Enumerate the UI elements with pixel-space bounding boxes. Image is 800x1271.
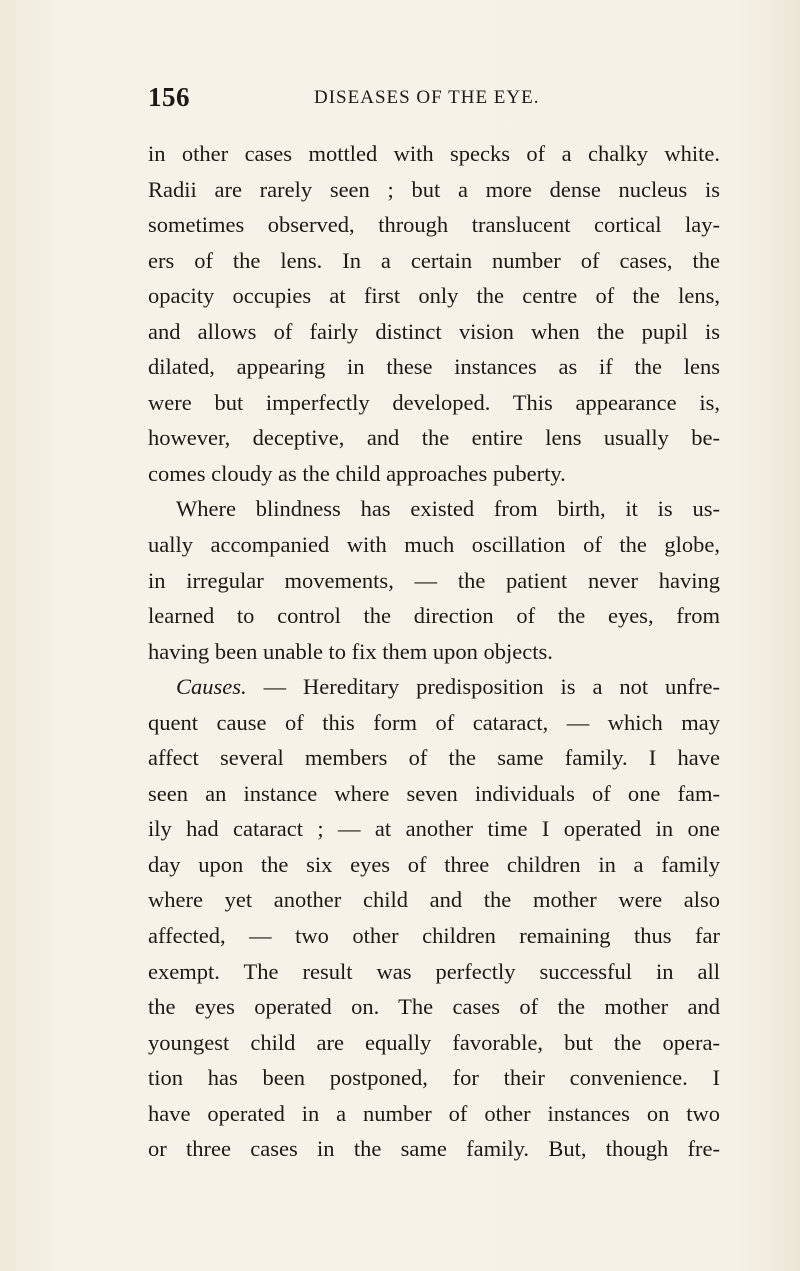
text-line <box>148 598 720 634</box>
line-text: and allows of fairly distinct vision when the pupil is <box>148 318 720 344</box>
text-line <box>148 172 720 208</box>
line-text: where yet another child and the mother were also <box>148 887 720 913</box>
line-text: ily had cataract ; — at another time I operated in one <box>148 816 720 842</box>
text-line <box>148 989 720 1025</box>
text-line <box>148 882 720 918</box>
line-text: tion has been postponed, for their convenience. I <box>148 1065 720 1091</box>
text-line <box>148 1060 720 1096</box>
text-line <box>148 918 720 954</box>
text-line <box>148 278 720 314</box>
line-text: — Hereditary predisposition is a not unfre- <box>246 674 720 700</box>
text-line <box>148 705 720 741</box>
text-line <box>148 243 720 279</box>
text-line <box>148 811 720 847</box>
line-text: in irregular movements, — the patient never having <box>148 567 720 593</box>
line-text: the eyes operated on. The cases of the mother and <box>148 994 720 1020</box>
text-line <box>148 420 720 456</box>
text-line <box>148 954 720 990</box>
text-line <box>148 1025 720 1061</box>
text-line <box>148 847 720 883</box>
line-text: dilated, appearing in these instances as if the lens <box>148 354 720 380</box>
line-text: sometimes observed, through translucent cortical lay- <box>148 212 720 238</box>
text-line <box>148 1096 720 1132</box>
line-text: affected, — two other children remaining thus far <box>148 923 720 949</box>
line-text: Radii are rarely seen ; but a more dense nucleus is <box>148 176 720 202</box>
line-text: quent cause of this form of cataract, — which may <box>148 709 720 735</box>
line-text: having been unable to fix them upon objects. <box>148 638 553 664</box>
text-line <box>148 491 720 527</box>
text-line <box>148 740 720 776</box>
text-line <box>148 207 720 243</box>
line-text: comes cloudy as the child approaches puberty. <box>148 460 566 486</box>
text-line <box>148 349 720 385</box>
line-text: youngest child are equally favorable, but the opera- <box>148 1029 720 1055</box>
running-head: DISEASES OF THE EYE. <box>314 87 540 108</box>
line-text: have operated in a number of other instances on two <box>148 1100 720 1126</box>
text-line <box>148 776 720 812</box>
text-line <box>148 385 720 421</box>
line-text: affect several members of the same family. I have <box>148 745 720 771</box>
line-text: or three cases in the same family. But, though fre- <box>148 1136 720 1162</box>
text-line <box>148 563 720 599</box>
section-heading: Causes. <box>176 674 247 700</box>
text-line <box>148 669 720 705</box>
line-text: seen an instance where seven individuals of one fam- <box>148 780 720 806</box>
line-text: day upon the six eyes of three children in a family <box>148 851 720 877</box>
line-text: opacity occupies at first only the centre of the lens, <box>148 283 720 309</box>
text-line <box>148 136 720 172</box>
text-line <box>148 456 720 492</box>
text-line <box>148 1131 720 1167</box>
line-text: in other cases mottled with specks of a chalky white. <box>148 141 720 166</box>
page-number: 156 <box>148 82 190 112</box>
line-text: learned to control the direction of the eyes, from <box>148 603 720 629</box>
line-text: were but imperfectly developed. This appearance is, <box>148 389 720 415</box>
line-text: however, deceptive, and the entire lens usually be- <box>148 425 720 451</box>
line-text: ers of the lens. In a certain number of cases, the <box>148 247 720 273</box>
text-line <box>148 527 720 563</box>
page-header <box>148 82 716 116</box>
text-line <box>148 314 720 350</box>
body-text <box>148 136 720 1167</box>
line-text: Where blindness has existed from birth, it is us- <box>176 496 720 522</box>
line-text: ually accompanied with much oscillation of the globe, <box>148 532 720 558</box>
line-text: exempt. The result was perfectly successful in all <box>148 958 720 984</box>
text-line <box>148 634 720 670</box>
